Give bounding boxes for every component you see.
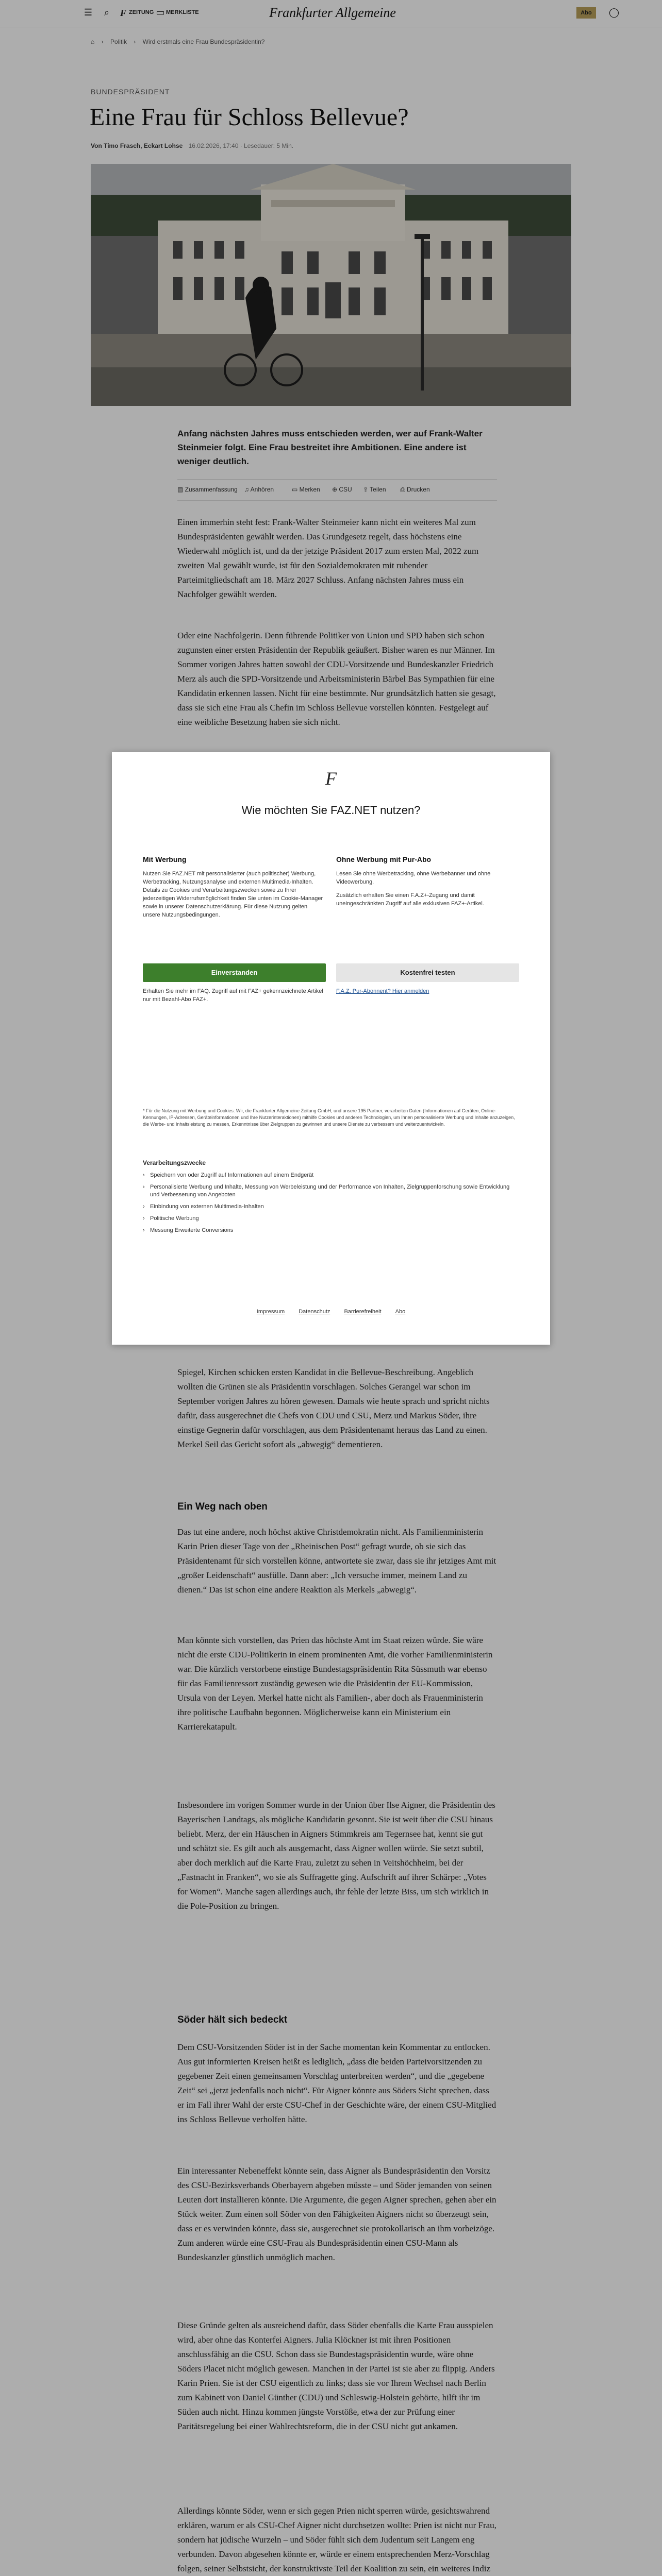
section-heading: Ein Weg nach oben — [177, 1501, 268, 1512]
search-icon[interactable]: ⌕ — [104, 7, 110, 18]
breadcrumb-separator-icon: › — [134, 38, 136, 45]
article-paragraph: Insbesondere im vorigen Sommer wurde in der Union über Ilse Aigner, die Präsidentin des Bayerischen Landtags, als mögliche Kandidatin gesonnt. Sie ist weit über die CSU hinaus beliebt. Merz, der ein Häuschen in Aigners Stimmkreis am Tegernsee hat, kennt sie gut und schätzt sie. Es gilt auch als ausgemacht, dass Aigner wollen würde. Sie setzt subtil, aber doch merklich auf die Karte Frau, zuletzt zu sehen in Veitshöchheim, bei der „Fastnacht in Franken“, wo sie als Suffragette ging. Aufschrift auf ihrer Schärpe: „Votes for Women“. Manche sagen allerdings auch, ihr fehle der letzte Biss, um sich wirklich in die Pole-Position zu bringen. — [177, 1800, 495, 1911]
purpose-item[interactable]: › Einbindung von externen Multimedia-Inhalten — [143, 1203, 519, 1211]
article-paragraph: Ein interessanter Nebeneffekt könnte sein, dass Aigner als Bundespräsidentin den Vorsitz des CSU-Bezirksverbands Oberbayern abgeben müsste – und Söder jemanden von seinen Leuten dort installieren könnte. Die Argumente, die gegen Aigner sprechen, gehen aber ein Stück weiter. Zum einen soll Söder von den Fähigkeiten Aigners nicht so überzeugt sein, dass er es verwinden könnte, dass sie, ausgerechnet sie protokollarisch an ihm vorbeizöge. Zum anderen würde eine CSU-Frau als Bundespräsidentin einen CSU-Mann als Bundeskanzler günstlich unmöglich machen. — [177, 2166, 496, 2262]
author-links[interactable]: Von Timo Frasch, Eckart Lohse — [91, 142, 183, 149]
purposes-heading: Verarbeitungszwecke — [143, 1159, 206, 1166]
article-paragraph: Einen immerhin steht fest: Frank-Walter Steinmeier kann nicht ein weiteres Mal zum Bundespräsidenten gewählt werden. Das Grundgesetz regelt, dass höchstens eine Wiederwahl möglich ist, und da der jetzige Präsident 2017 zum ersten Mal, 2022 zum zweiten Mal gewählt wurde, ist für den Sozialdemokraten mit ruhender Parteimitgliedschaft am 18. März 2027 Schluss. Anfang nächsten Jahres muss ein Nachfolger gewählt werden. — [177, 517, 479, 599]
zeitung-link[interactable]: ZEITUNG — [129, 9, 154, 15]
share-icon: ⇪ — [363, 486, 370, 493]
consent-pur-heading: Ohne Werbung mit Pur-Abo — [336, 855, 432, 863]
merkliste-link[interactable]: MERKLISTE — [166, 9, 199, 15]
consent-pur-column — [336, 855, 519, 994]
pur-login-link[interactable]: F.A.Z. Pur-Abonnent? Hier anmelden — [336, 988, 429, 994]
faz-f-icon[interactable]: F — [120, 8, 126, 18]
purpose-item[interactable]: › Messung Erweiterte Conversions — [143, 1227, 519, 1234]
article-paragraph: Das tut eine andere, noch höchst aktive Christdemokratin nicht. Als Familienministerin Karin Prien dieser Tage von der „Rheinischen Post“ gefragt wurde, ob sie sich das Präsidentenamt für sich vorstellen könne, antwortete sie zwar, dass sie ihr jetziges Amt mit „großer Leidenschaft“ ausfülle. Dann aber: „Ich versuche immer, meinem Land zu dienen.“ Das ist schon eine andere Reaktion als Merkels „abwegig“. — [177, 1527, 496, 1595]
purpose-item[interactable]: › Personalisierte Werbung und Inhalte, Messung von Werbeleistung und der Performance von Inhalten, Zielgruppenforschung sowie Entwicklung und Verbesserung von Angeboten — [143, 1183, 519, 1199]
consent-fine-print: * Für die Nutzung mit Werbung und Cookies: Wir, die Frankfurter Allgemeine Zeitung GmbH, und unsere 195 Partner, verarbeiten Daten (Informationen auf Geräten, Online-Kennungen, IP-Adressen, Geräteinformationen und Ihre Nutzerinteraktionen) mithilfe Cookies und anderen Technologien, um Ihnen personalisierte Werbung und Inhalte anzuzeigen, die Werbe- und Inhaltsleistung zu messen, Erkenntnisse über Zielgruppen zu gewinnen und unsere Dienste zu verbessern und weiterzuentwickeln. — [143, 1108, 515, 1127]
consent-title: Wie möchten Sie FAZ.NET nutzen? — [241, 804, 421, 817]
article-headline: Eine Frau für Schloss Bellevue? — [90, 104, 409, 131]
home-icon[interactable]: ⌂ — [91, 38, 95, 45]
barrierefreiheit-link[interactable]: Barrierefreiheit — [344, 1309, 382, 1315]
article-date: 16.02.2026, 17:40 · Lesedauer: 5 Min. — [188, 142, 294, 149]
article-paragraph: Dem CSU-Vorsitzenden Söder ist in der Sache momentan kein Kommentar zu entlocken. Aus gut informierten Kreisen heißt es lediglich, „dass die beiden Parteivorsitzenden zu gegebener Zeit einen gemeinsamen Vorschlag unterbreiten werden“, und die „gegebene Zeit“ sei „jetzt jedenfalls noch nicht“. Für Aigner könnte aus Söders Sicht sprechen, dass er im Fall ihrer Wahl der erste CSU-Chef in der Geschichte wäre, der einem CSU-Mitglied ins Schloss Bellevue verholfen hätte. — [177, 2042, 496, 2124]
consent-purposes — [143, 1159, 519, 1239]
bookmark-icon: ▭ — [292, 486, 300, 493]
abo-link[interactable]: Abo — [395, 1309, 406, 1315]
faz-logo-icon: F — [325, 768, 337, 789]
impressum-link[interactable]: Impressum — [256, 1309, 285, 1315]
article-lead: Anfang nächsten Jahres muss entschieden werden, wer auf Frank-Walter Steinmeier folgt. Eine Frau bestreitet ihre Ambitionen. Eine andere ist weniger deutlich. — [177, 429, 483, 466]
share-button[interactable]: ⇪ Teilen — [363, 486, 386, 493]
abo-button[interactable]: Abo — [576, 7, 596, 19]
site-logo[interactable]: Frankfurter Allgemeine — [269, 5, 396, 20]
article-kicker: BUNDESPRÄSIDENT — [91, 88, 170, 96]
headphones-icon: ♫ — [244, 486, 251, 493]
user-icon[interactable]: ◯ — [608, 7, 620, 18]
pur-trial-button[interactable]: Kostenfrei testen — [336, 963, 519, 982]
consent-pur-text: Lesen Sie ohne Werbetracking, ohne Werbebanner und ohne Videowerbung. — [336, 871, 491, 885]
datenschutz-link[interactable]: Datenschutz — [299, 1309, 330, 1315]
section-heading: Söder hält sich bedeckt — [177, 2014, 288, 2025]
menu-icon[interactable]: ☰ — [84, 7, 93, 18]
article-paragraph: Man könnte sich vorstellen, das Prien das höchste Amt im Staat reizen würde. Sie wäre nicht die erste CDU-Politikerin in einem prominenten Amt, die vorher Familienministerin war. Die kürzlich verstorbene einstige Bundestagspräsidentin Rita Süssmuth war ebenso für das Familienressort zuständig gewesen wie die Präsidentin der EU-Kommission, Ursula von der Leyen. Merkel hatte nicht als Familien-, aber doch als Frauenministerin ihre politische Laufbahn begonnen. Möglicherweise kann ein Ministerium ein Karrierekatapult. — [177, 1635, 493, 1732]
summary-button[interactable]: ▤ Zusammenfassung — [177, 486, 238, 493]
consent-ads-text: Nutzen Sie FAZ.NET mit personalisierter (auch politischer) Werbung, Werbetracking, Nutzungsanalyse und externen Multimedia-Inhalten. Details zu Cookies und Verarbeitungszwecken sowie zu Ihrer jederzeitigen Widerrufsmöglichkeit finden Sie unten im Cookie-Manager sowie in unserer Datenschutzerklärung. Für diese Nutzung gelten unsere Nutzungsbedingungen. — [143, 871, 323, 918]
breadcrumb-separator-icon: › — [101, 38, 104, 45]
print-button[interactable]: ⎙ Drucken — [400, 486, 430, 493]
article-paragraph: Allerdings könnte Söder, wenn er sich gegen Prien nicht sperren würde, gesichtswahrend erklären, warum er als CSU-Chef Aigner nicht durchsetzen wollte: Prien ist nicht nur Frau, sondern hat jüdische Wurzeln – und Söder fühlt sich dem Judentum seit Langem eng verbunden. Davon abgesehen könnte er, würde er einem entsprechenden Merz-Vorschlag folgen, seiner Selbstsicht, der konstruktivste Teil der Koalition zu sein, ein weiteres Indiz — [177, 2506, 496, 2573]
accept-button[interactable]: Einverstanden — [143, 963, 326, 982]
summary-icon: ▤ — [177, 486, 185, 493]
print-icon: ⎙ — [400, 486, 407, 493]
listen-button[interactable]: ♫ Anhören — [244, 486, 274, 493]
follow-csu-button[interactable]: ⊕ CSU — [332, 486, 352, 493]
consent-dialog — [112, 752, 550, 1345]
consent-pur-text-2: Zusätzlich erhalten Sie einen F.A.Z+-Zugang und damit uneingeschränkten Zugriff auf alle exklusiven FAZ+-Artikel. — [336, 892, 484, 907]
bookmark-icon[interactable]: ▭ — [156, 7, 165, 18]
plus-icon: ⊕ — [332, 486, 339, 493]
consent-ads-heading: Mit Werbung — [143, 855, 187, 863]
breadcrumb-item-politik[interactable]: Politik — [110, 38, 127, 45]
consent-ads-column — [143, 855, 326, 1003]
article-paragraph: Diese Gründe gelten als ausreichend dafür, dass Söder ebenfalls die Karte Frau ausspielen wird, aber ohne das Konterfei Aigners. Julia Klöckner ist mit ihren Positionen anschlussfähig an die CSU. Schon dass sie Bundestagspräsidentin wurde, wäre ohne Söders Placet nicht möglich gewesen. Manchen in der Partei ist sie aber zu flippig. Anders Karin Prien. Sie ist der CSU eigentlich zu links; dass sie vor Ihrem Wechsel nach Berlin zum Kabinett von Daniel Günther (CDU) und Schleswig-Holstein gehörte, hilft ihr im Süden auch nicht. Hinzu kommen jüngste Vorstöße, etwa der zur Prüfung einer Paritätsregelung bei einer Wahlrechtsreform, die in der CSU nicht gut ankamen. — [177, 2320, 495, 2431]
purpose-item[interactable]: › Speichern von oder Zugriff auf Informationen auf einem Endgerät — [143, 1172, 519, 1179]
bookmark-button[interactable]: ▭ Merken — [292, 486, 320, 493]
article-paragraph: Spiegel, Kirchen schicken ersten Kandidat in die Bellevue-Beschreibung. Angeblich wollten die Grünen sie als Präsidentin vorschlagen. Solches Gerangel war schon im September vorigen Jahres zu hören gewesen. Damals wie heute sprach und spricht nichts dafür, dass ausgerechnet die Chefs von CDU und CSU, Merz und Markus Söder, ihre einstige Gegnerin dafür vorschlagen, aus dem Präsidentenamt heraus das Land zu einen. Merkel Seil das Gericht sofort als „abwegig“ dementieren. — [177, 1367, 490, 1449]
purpose-item[interactable]: › Politische Werbung — [143, 1215, 519, 1223]
consent-footer-links — [112, 1309, 550, 1315]
consent-ads-note: Erhalten Sie mehr im FAQ. Zugriff auf mit FAZ+ gekennzeichnete Artikel nur mit Bezahl-Abo FAZ+. — [143, 988, 323, 1003]
article-paragraph: Oder eine Nachfolgerin. Denn führende Politiker von Union und SPD haben sich schon zugunsten einer ersten Präsidentin der Republik geäußert. Bisher waren es nur Männer. Im Sommer vorigen Jahres hatten sowohl der CDU-Vorsitzende und Bundeskanzler Friedrich Merz als auch die SPD-Vorsitzende und Arbeitsministerin Bärbel Bas Sympathien für eine Kandidatin erkennen lassen. Nicht für eine bestimmte. Nur grundsätzlich hatten sie gesagt, dass sie sich eine Frau als Chefin im Schloss Bellevue vorstellen könnten. Festgelegt auf eine weibliche Besetzung haben sie sich nicht. — [177, 631, 496, 727]
breadcrumb-item-current: Wird erstmals eine Frau Bundespräsidentin? — [142, 38, 265, 45]
